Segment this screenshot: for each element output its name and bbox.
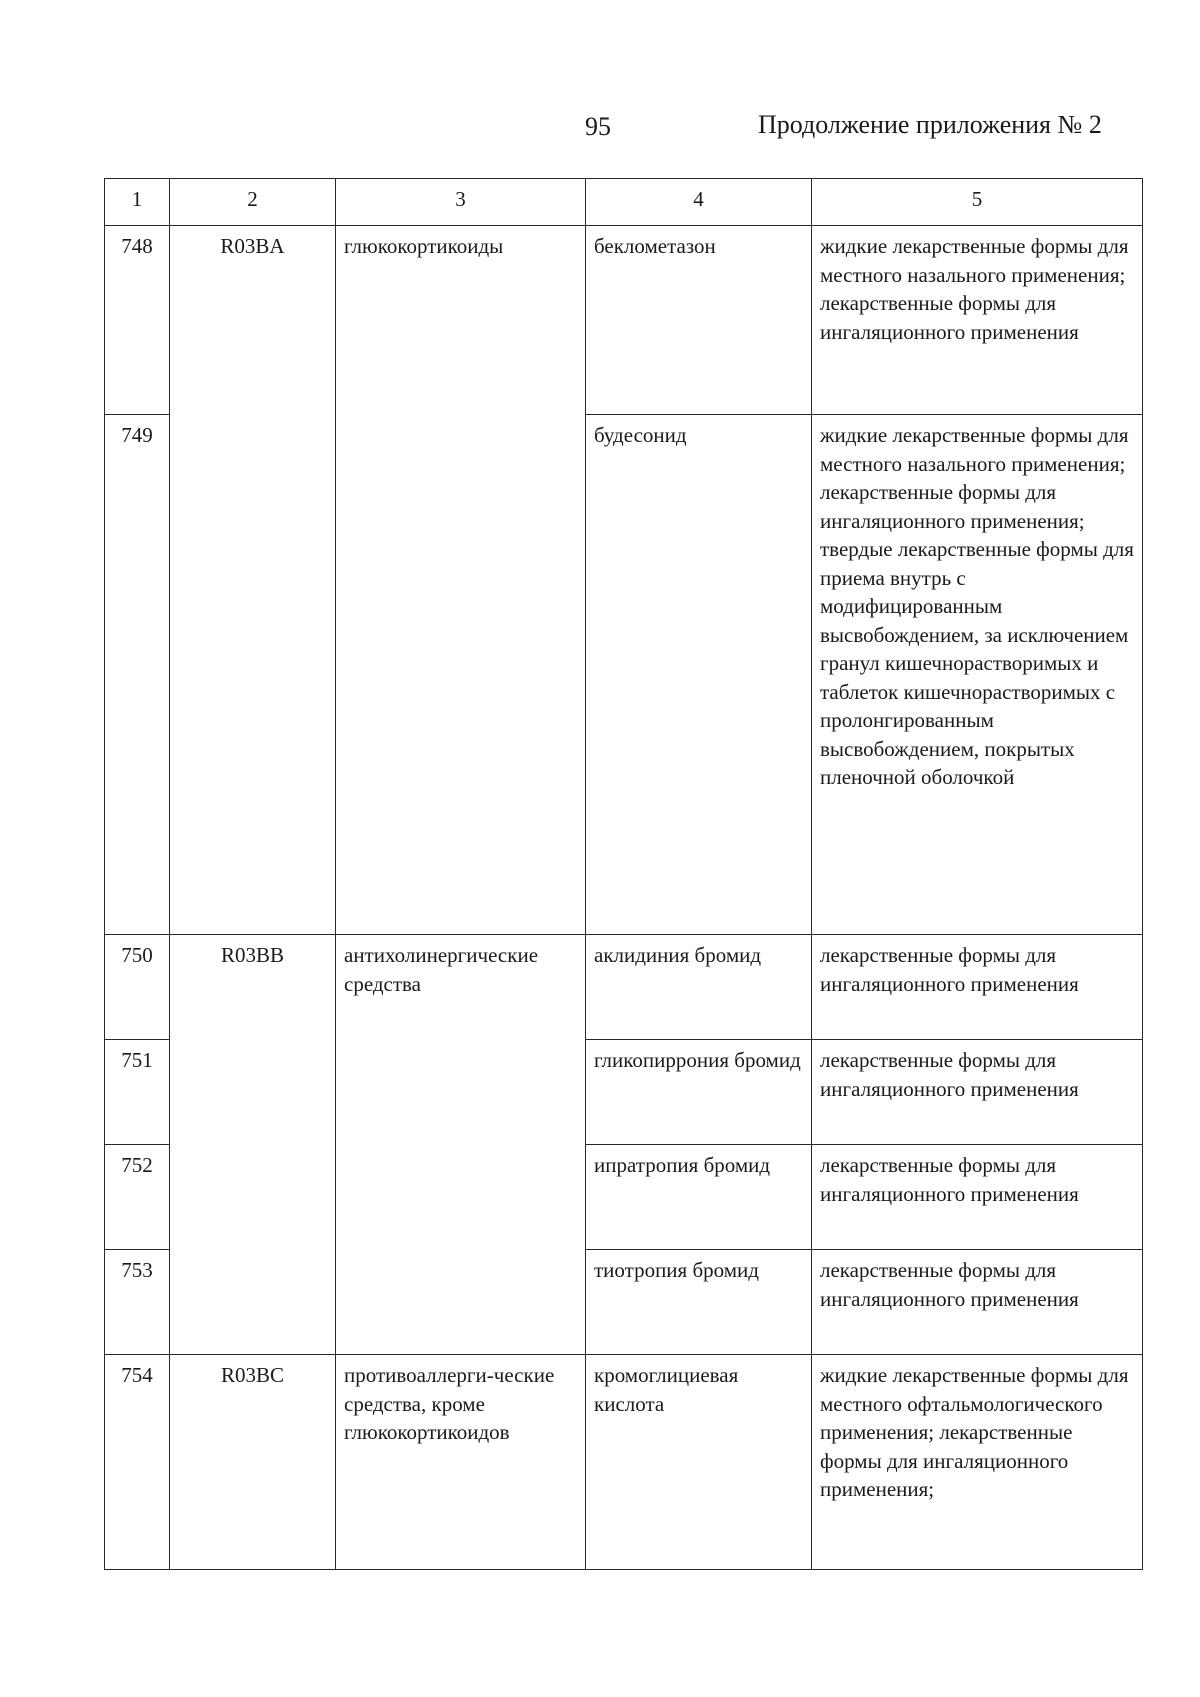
column-header: 4 — [586, 179, 812, 226]
table-row — [105, 935, 1143, 1040]
dosage-form: лекарственные формы для ингаляционного применения — [812, 935, 1143, 1040]
dosage-form: жидкие лекарственные формы для местного назального применения; лекарственные формы для ингаляционного применения — [812, 226, 1143, 415]
drug-name: аклидиния бромид — [586, 935, 812, 1040]
header-row — [105, 179, 1143, 226]
row-number: 749 — [105, 415, 170, 935]
column-header: 1 — [105, 179, 170, 226]
row-number: 754 — [105, 1355, 170, 1570]
column-header: 2 — [170, 179, 336, 226]
atc-code: R03BC — [170, 1355, 336, 1570]
row-number: 753 — [105, 1250, 170, 1355]
drug-name: ипратропия бромид — [586, 1145, 812, 1250]
column-header: 3 — [336, 179, 586, 226]
dosage-form: жидкие лекарственные формы для местного назального применения; лекарственные формы для ингаляционного применения; твердые лекарственные формы для приема внутрь с модифицированным высвобождением, за исключением гранул кишечнорастворимых и таблеток кишечнорастворимых с пролонгированным высвобождением, покрытых пленочной оболочкой — [812, 415, 1143, 935]
atc-code: R03BA — [170, 226, 336, 935]
dosage-form: лекарственные формы для ингаляционного применения — [812, 1250, 1143, 1355]
group-name: антихолинергические средства — [336, 935, 586, 1355]
drug-name: гликопиррония бромид — [586, 1040, 812, 1145]
atc-code: R03BB — [170, 935, 336, 1355]
column-header: 5 — [812, 179, 1143, 226]
dosage-form: лекарственные формы для ингаляционного применения — [812, 1145, 1143, 1250]
row-number: 748 — [105, 226, 170, 415]
drug-name: беклометазон — [586, 226, 812, 415]
group-name: глюкокортикоиды — [336, 226, 586, 935]
drug-table — [104, 178, 1143, 1570]
drug-name: тиотропия бромид — [586, 1250, 812, 1355]
row-number: 750 — [105, 935, 170, 1040]
dosage-form: лекарственные формы для ингаляционного применения — [812, 1040, 1143, 1145]
page-number: 95 — [585, 112, 611, 141]
table-row — [105, 1355, 1143, 1570]
row-number: 752 — [105, 1145, 170, 1250]
drug-name: будесонид — [586, 415, 812, 935]
drug-name: кромоглициевая кислота — [586, 1355, 812, 1570]
row-number: 751 — [105, 1040, 170, 1145]
page-heading: Продолжение приложения № 2 — [758, 110, 1102, 139]
table-row — [105, 226, 1143, 415]
dosage-form: жидкие лекарственные формы для местного офтальмологического применения; лекарственные формы для ингаляционного применения; — [812, 1355, 1143, 1570]
group-name: противоаллерги-ческие средства, кроме глюкокортикоидов — [336, 1355, 586, 1570]
